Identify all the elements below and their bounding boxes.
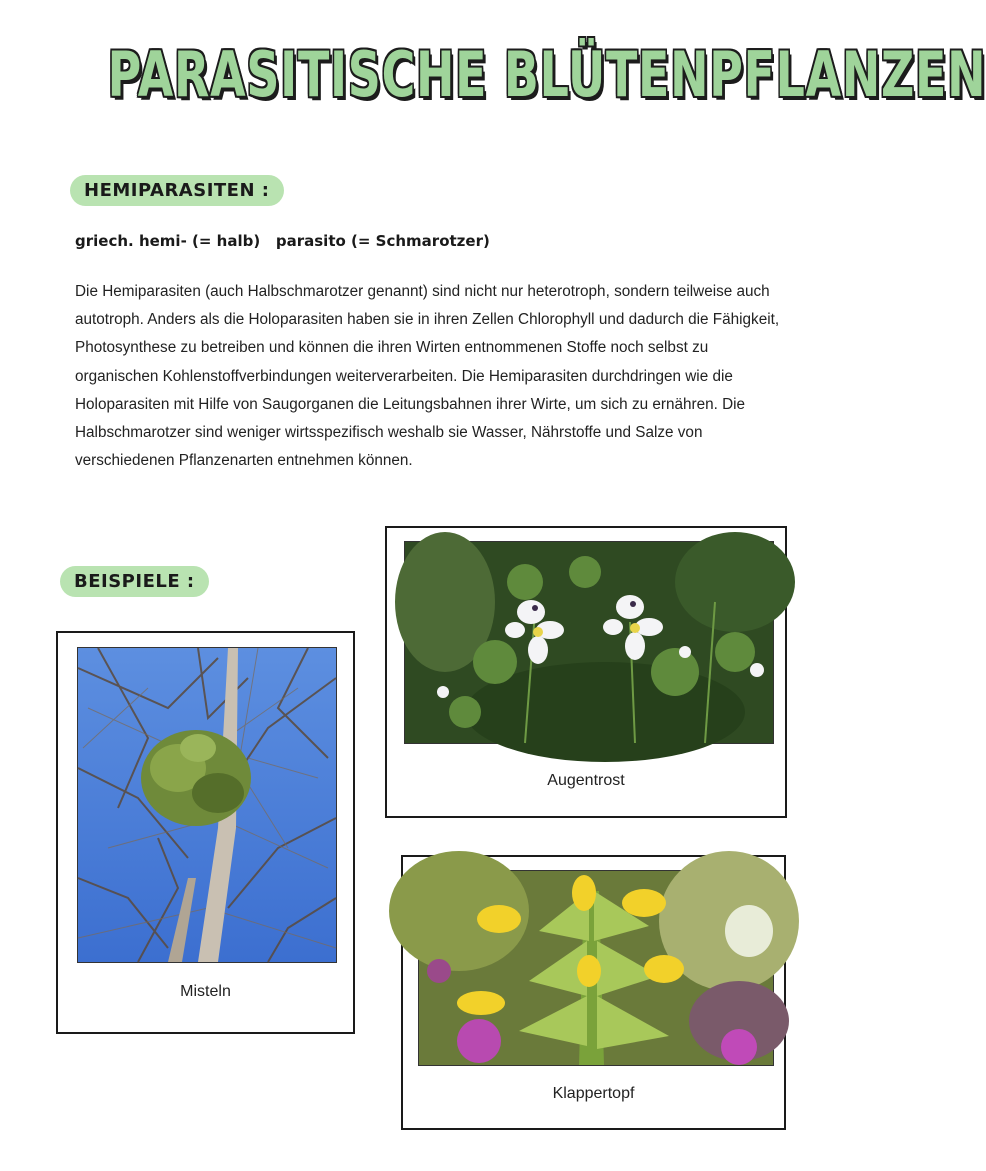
- paragraph-line: Halbschmarotzer sind weniger wirtsspezifisch weshalb sie Wasser, Nährstoffe und Salze von: [75, 424, 703, 442]
- augentrost-photo: [404, 541, 774, 744]
- klappertopf-photo: [418, 870, 774, 1066]
- section-heading-hemiparasiten: HEMIPARASITEN :: [70, 175, 284, 206]
- paragraph-line: verschiedenen Pflanzenarten entnehmen können.: [75, 452, 413, 470]
- etymology-parasito: parasito (= Schmarotzer): [275, 232, 490, 250]
- page-title: PARASITISCHE BLÜTENPFLANZEN: [107, 38, 986, 111]
- example-card-misteln: [56, 631, 355, 1034]
- example-card-augentrost: [385, 526, 787, 818]
- etymology-line: [75, 232, 490, 250]
- etymology-hemi: griech. hemi- (= halb): [75, 232, 261, 250]
- paragraph-line: autotroph. Anders als die Holoparasiten haben sie in ihren Zellen Chlorophyll und dadurch die Fähigkeit,: [75, 311, 780, 329]
- misteln-photo: [77, 647, 337, 963]
- description-paragraph: [75, 278, 780, 475]
- example-card-klappertopf: [401, 855, 786, 1130]
- paragraph-line: Die Hemiparasiten (auch Halbschmarotzer genannt) sind nicht nur heterotroph, sondern teilweise auch: [75, 283, 770, 300]
- paragraph-line: organischen Kohlenstoffverbindungen weiterverarbeiten. Die Hemiparasiten durchdringen wie die: [75, 367, 733, 385]
- augentrost-caption: Augentrost: [547, 772, 625, 789]
- paragraph-line: Photosynthese zu betreiben und können die ihren Wirten entnommenen Stoffe noch selbst zu: [75, 339, 709, 357]
- klappertopf-caption: Klappertopf: [552, 1085, 635, 1102]
- section-heading-beispiele: BEISPIELE :: [60, 566, 209, 597]
- misteln-caption: Misteln: [180, 983, 231, 1000]
- paragraph-line: Holoparasiten mit Hilfe von Saugorganen die Leitungsbahnen ihrer Wirte, um sich zu ernähren. Die: [75, 395, 746, 413]
